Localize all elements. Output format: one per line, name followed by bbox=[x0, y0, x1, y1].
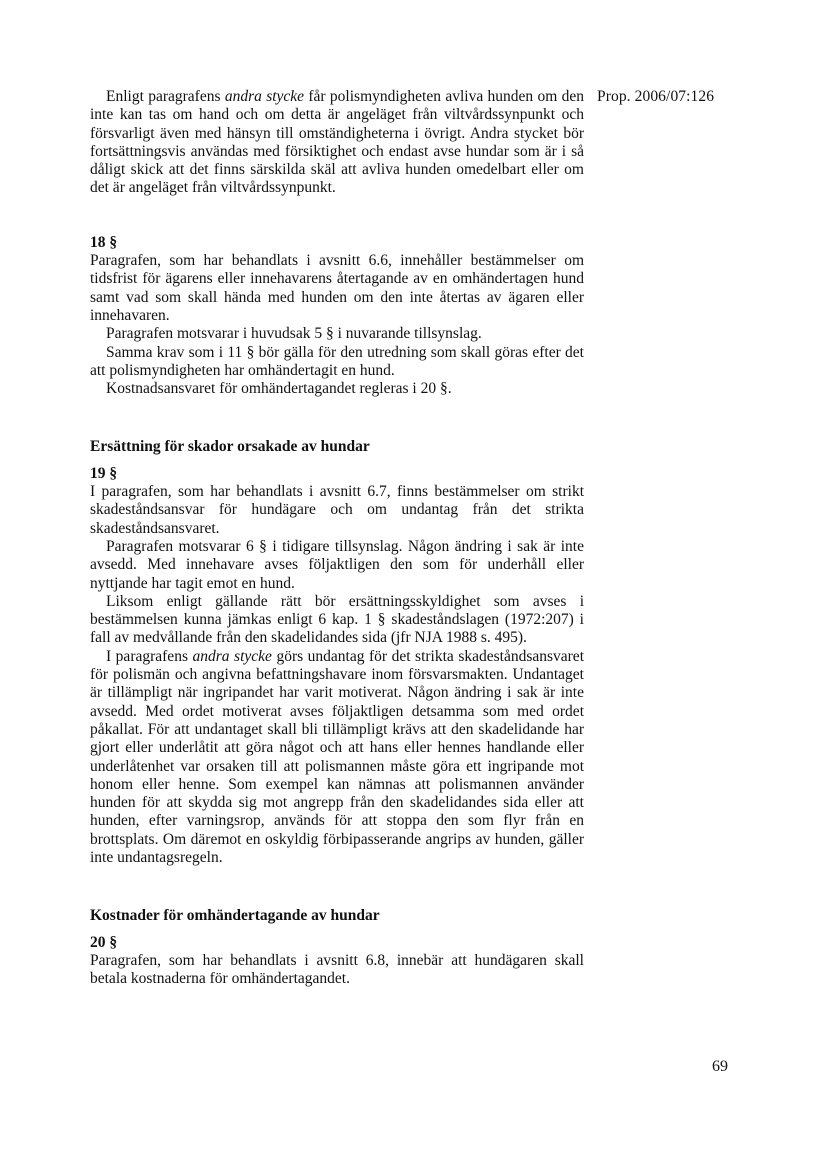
s19-paragraph-4: I paragrafens andra stycke görs undantag för det strikta skadeståndsansvaret för polismän och angivna befattningshavare inom försvarsmakten. Undantaget är tillämpligt när ingripandet har varit motiverat. Någon ändring i sak är inte avsedd. Med ordet motiverat avses följaktligen detsamma som med ordet påkallat. För att undantaget skall bli tillämpligt krävs att den skadelidande har gjort eller underlåtit att göra något och att hans eller hennes handlande eller underlåtenhet var orsaken till att polismannen måste göra ett ingripande mot honom eller henne. Som exempel kan nämnas att polismannen använder hunden för att skydda sig mot angrepp från den skadelidandes sida eller att hunden, efter varningsrop, används för att stoppa den som flyr från en brottsplats. Om däremot en oskyldig förbipasserande angrips av hunden, gäller inte undantagsregeln. bbox=[90, 647, 584, 866]
s18-paragraph-3: Samma krav som i 11 § bör gälla för den utredning som skall göras efter det att polismyndigheten har omhändertagit en hund. bbox=[90, 343, 584, 379]
body-column bbox=[90, 88, 584, 988]
s18-paragraph-4: Kostnadsansvaret för omhändertagandet regleras i 20 §. bbox=[106, 380, 452, 398]
emphasis-andra-stycke: andra stycke bbox=[192, 647, 272, 665]
spacer bbox=[90, 867, 584, 907]
spacer bbox=[90, 198, 584, 234]
section-heading-ersattning: Ersättning för skador orsakade av hundar bbox=[90, 438, 370, 456]
s19-paragraph-2: Paragrafen motsvarar 6 § i tidigare tillsynslag. Någon ändring i sak är inte avsedd. Med innehavare avses följaktligen den som för underhåll eller nyttjande har tagit emot en hund. bbox=[90, 537, 584, 592]
section-heading-kostnader: Kostnader för omhändertagande av hundar bbox=[90, 907, 380, 925]
spacer bbox=[90, 398, 584, 438]
s18-paragraph-1: Paragrafen, som har behandlats i avsnitt 6.6, innehåller bestämmelser om tidsfrist för ägarens eller innehavarens återtagande av en omhändertagen hund samt vad som skall hända med hunden om den inte återtas av ägaren eller innehavaren. bbox=[90, 252, 584, 324]
section-number-19: 19 § bbox=[90, 464, 118, 482]
s19-paragraph-1: I paragrafen, som har behandlats i avsnitt 6.7, finns bestämmelser om strikt skadeståndsansvar för hundägare och om undantag från det strikta skadeståndsansvaret. bbox=[90, 483, 584, 537]
proposition-reference: Prop. 2006/07:126 bbox=[597, 88, 715, 105]
spacer bbox=[90, 926, 584, 934]
spacer bbox=[90, 457, 584, 465]
page-number: 69 bbox=[712, 1058, 728, 1075]
s18-paragraph-2: Paragrafen motsvarar i huvudsak 5 § i nuvarande tillsynslag. bbox=[106, 325, 482, 343]
section-number-20: 20 § bbox=[90, 933, 118, 951]
section-number-18: 18 § bbox=[90, 233, 118, 251]
intro-paragraph: Enligt paragrafens andra stycke får polismyndigheten avliva hunden om den inte kan tas om hand och om detta är angeläget från viltvårdssynpunkt och försvarligt även med hänsyn till omständigheterna i övrigt. Andra stycket bör fortsättningsvis användas med försiktighet och endast avse hundar som är i så dåligt skick att det finns särskilda skäl att avliva hunden omedelbart eller om det är angeläget från viltvårdssynpunkt. bbox=[90, 88, 584, 197]
s20-paragraph-1: Paragrafen, som har behandlats i avsnitt 6.8, innebär att hundägaren skall betala kostnaderna för omhändertagandet. bbox=[90, 951, 584, 988]
s19-paragraph-3: Liksom enligt gällande rätt bör ersättningsskyldighet som avses i bestämmelsen kunna jämkas enligt 6 kap. 1 § skadeståndslagen (1972:207) i fall av medvållande från den skadelidandes sida (jfr NJA 1988 s. 495). bbox=[90, 592, 584, 647]
emphasis-andra-stycke: andra stycke bbox=[224, 88, 305, 105]
